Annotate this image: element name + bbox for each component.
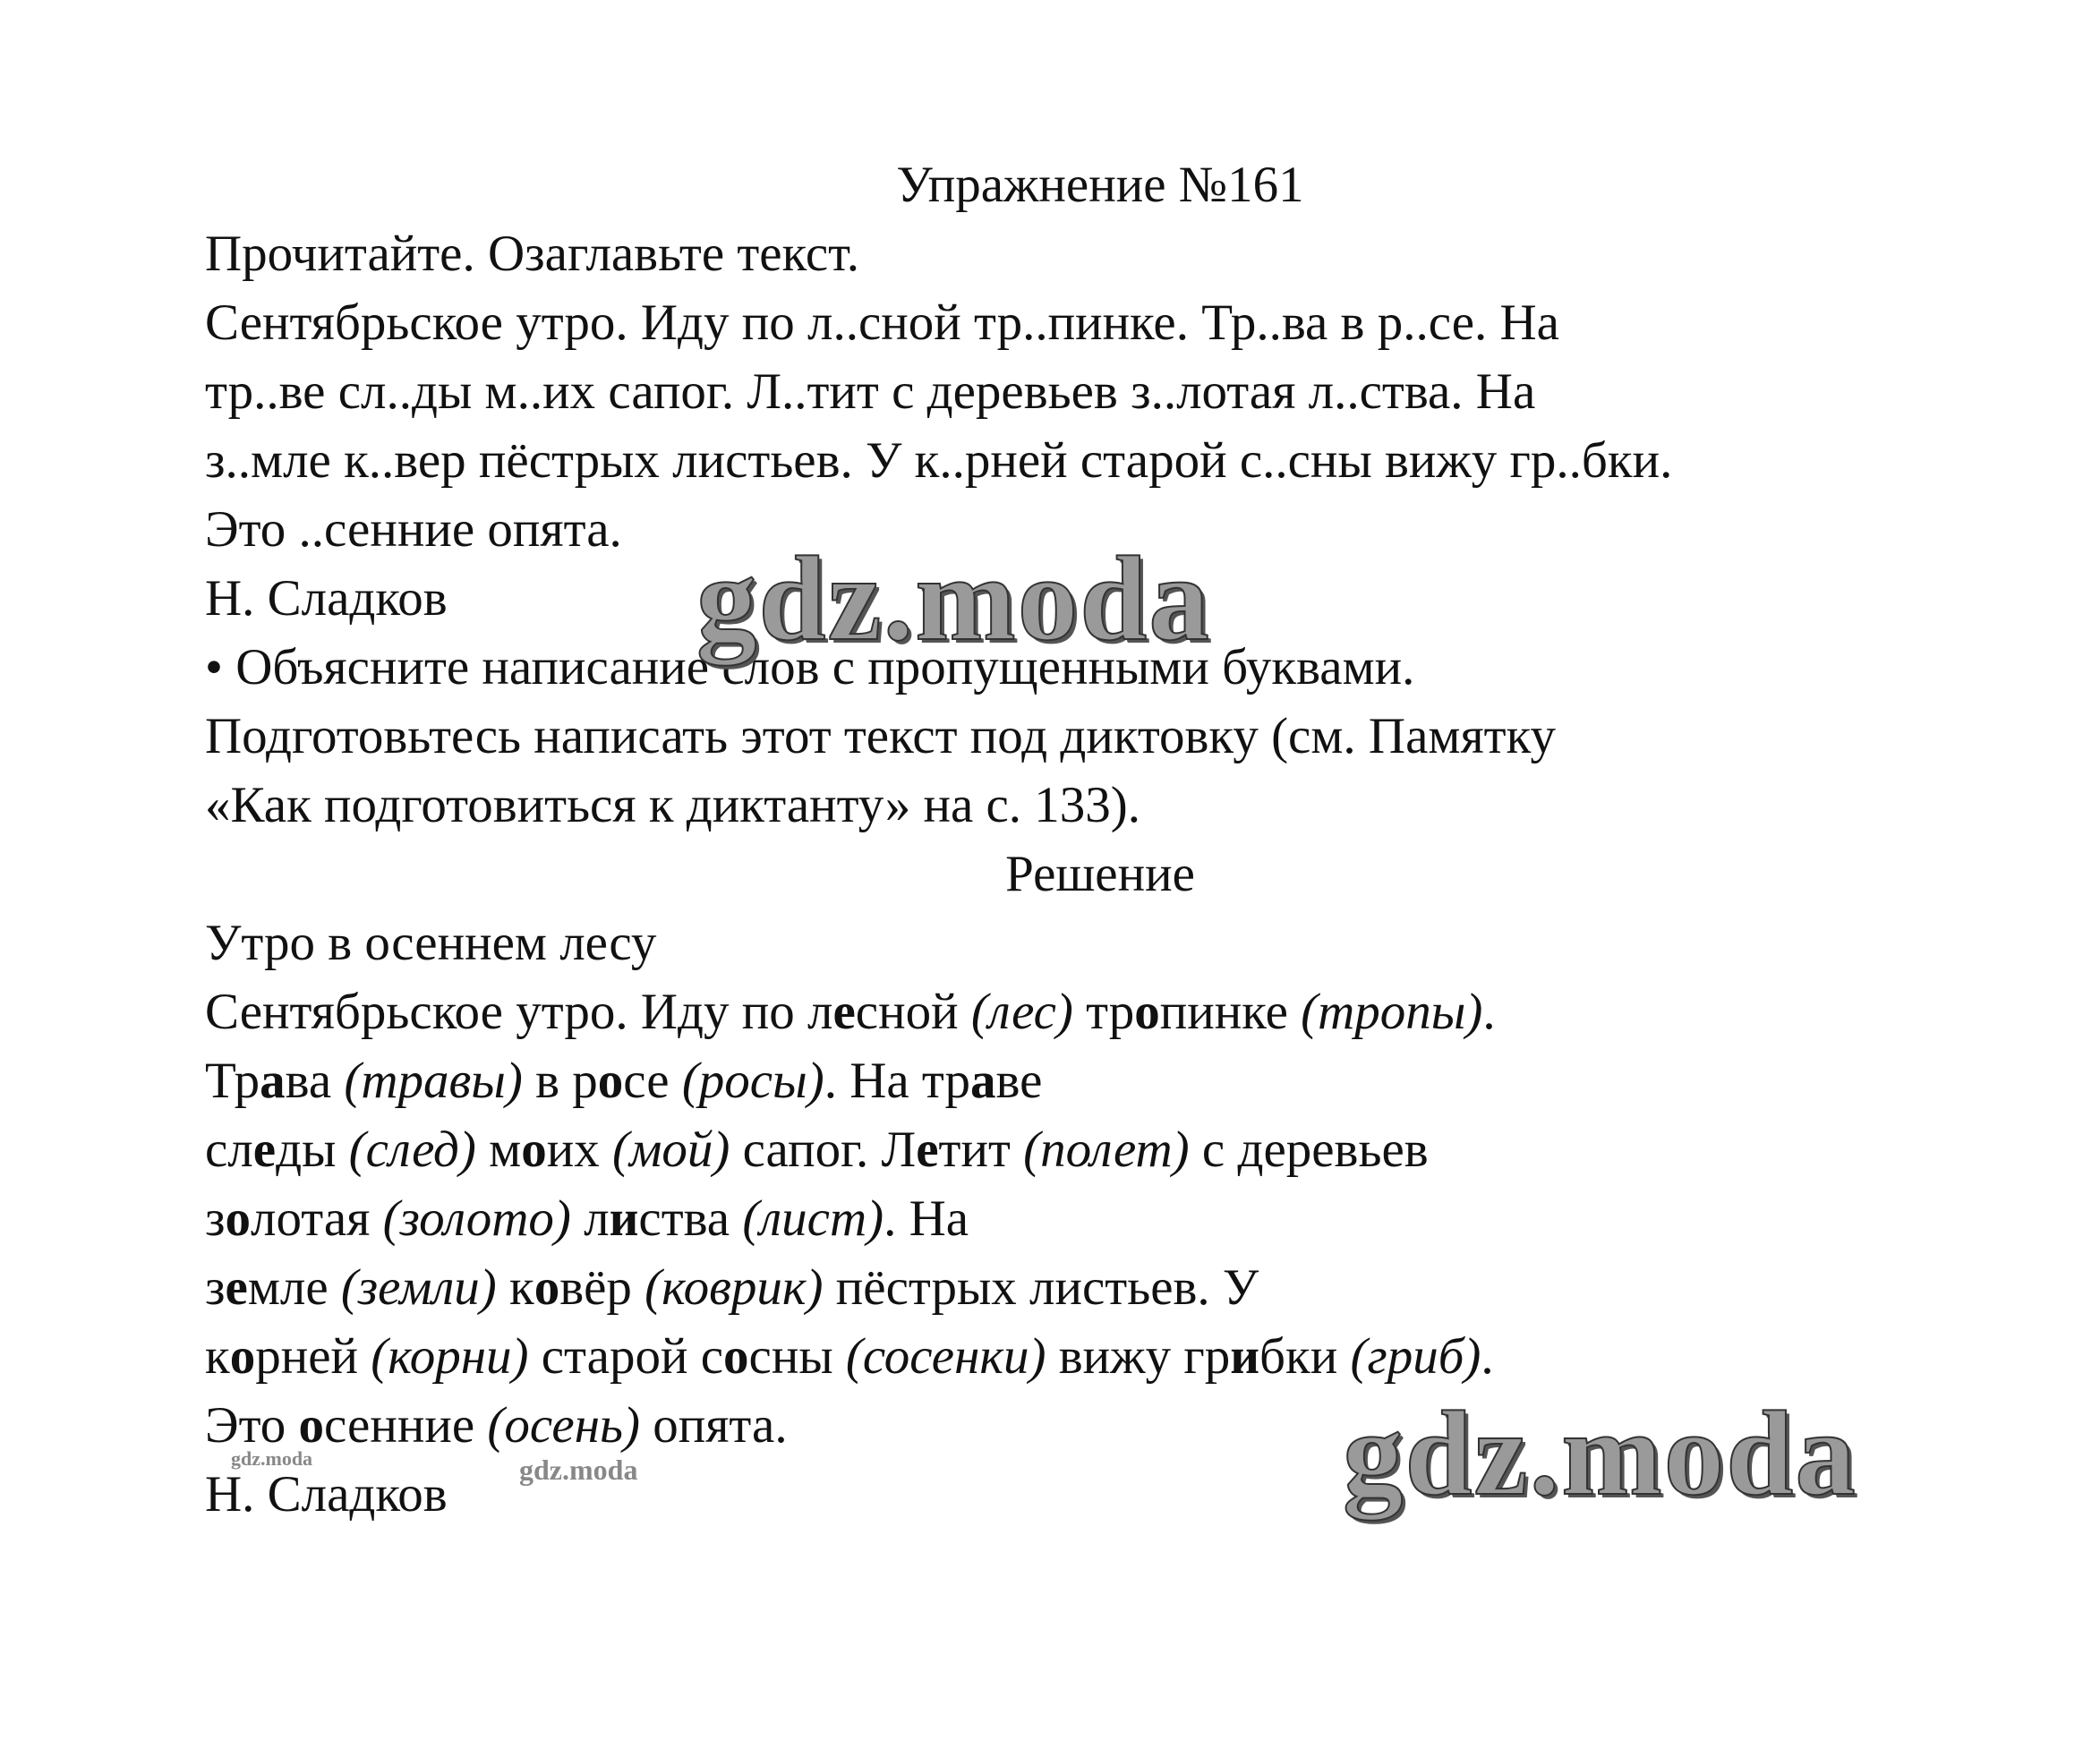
highlighted-vowel: а bbox=[260, 1053, 286, 1109]
solution-line bbox=[205, 1046, 1042, 1115]
check-word: (осень) bbox=[487, 1397, 640, 1454]
task-extra-line: «Как подготовиться к диктанту» на с. 133). bbox=[205, 777, 1141, 833]
solution-line bbox=[205, 1322, 1494, 1391]
text-segment: Тр bbox=[205, 1053, 260, 1109]
task-text-line: Сентябрьское утро. Иду по л..сной тр..пинке. Тр..ва в р..се. На bbox=[205, 294, 1559, 351]
watermark-logo: gdz.moda bbox=[1343, 1387, 1857, 1521]
task-extra-line: Подготовьтесь написать этот текст под диктовку (см. Памятку bbox=[205, 708, 1556, 764]
text-segment: старой с bbox=[528, 1328, 724, 1385]
text-segment: лотая bbox=[251, 1190, 383, 1247]
task-text-line: тр..ве сл..ды м..их сапог. Л..тит с деревьев з..лотая л..ства. На bbox=[205, 363, 1536, 420]
solution-line bbox=[205, 1253, 1259, 1322]
text-segment: . bbox=[1482, 984, 1496, 1040]
text-segment: м bbox=[475, 1122, 522, 1178]
check-word: (росы) bbox=[681, 1053, 824, 1109]
text-segment: . bbox=[1481, 1328, 1494, 1385]
text-segment: Сентябрьское утро. Иду по л bbox=[205, 984, 833, 1040]
text-segment: сной bbox=[855, 984, 971, 1040]
highlighted-vowel: и bbox=[609, 1190, 639, 1247]
text-segment: л bbox=[570, 1190, 610, 1247]
highlighted-vowel: е bbox=[252, 1122, 277, 1178]
check-word: (тропы) bbox=[1301, 984, 1483, 1040]
text-segment: сл bbox=[205, 1122, 253, 1178]
check-word: (корни) bbox=[371, 1328, 529, 1385]
check-word: (мой) bbox=[611, 1122, 730, 1178]
text-segment: вижу гр bbox=[1046, 1328, 1231, 1385]
check-word: (лес) bbox=[970, 984, 1073, 1040]
text-segment: ва bbox=[285, 1053, 345, 1109]
highlighted-vowel: о bbox=[1134, 984, 1160, 1040]
highlighted-vowel: е bbox=[916, 1122, 939, 1178]
check-word: (полет) bbox=[1023, 1122, 1190, 1178]
check-word: (лист) bbox=[742, 1190, 884, 1247]
text-segment: мле bbox=[247, 1259, 341, 1316]
text-segment: в р bbox=[522, 1053, 598, 1109]
text-segment: их bbox=[546, 1122, 612, 1178]
task-author: Н. Сладков bbox=[205, 570, 448, 627]
solution-line bbox=[205, 977, 1496, 1046]
text-segment: к bbox=[205, 1328, 230, 1385]
solution-title: Утро в осеннем лесу bbox=[205, 915, 657, 971]
text-segment: сенние bbox=[324, 1397, 488, 1454]
text-segment: ства bbox=[638, 1190, 743, 1247]
text-segment: сны bbox=[748, 1328, 846, 1385]
highlighted-vowel: о bbox=[723, 1328, 749, 1385]
check-word: (след) bbox=[348, 1122, 476, 1178]
text-segment: з bbox=[205, 1190, 226, 1247]
highlighted-vowel: е bbox=[832, 984, 856, 1040]
text-segment: тит bbox=[938, 1122, 1024, 1178]
check-word: (травы) bbox=[344, 1053, 523, 1109]
text-segment: бки bbox=[1259, 1328, 1351, 1385]
text-segment: опята. bbox=[639, 1397, 788, 1454]
text-segment: тр bbox=[1072, 984, 1135, 1040]
check-word: (золото) bbox=[382, 1190, 571, 1247]
watermark-small: gdz.moda bbox=[231, 1447, 313, 1470]
task-text-line: Это ..сенние опята. bbox=[205, 501, 622, 558]
highlighted-vowel: о bbox=[521, 1122, 547, 1178]
highlighted-vowel: о bbox=[597, 1053, 624, 1109]
check-word: (сосенки) bbox=[845, 1328, 1046, 1385]
text-segment: Это bbox=[205, 1397, 299, 1454]
text-segment: с деревьев bbox=[1189, 1122, 1429, 1178]
text-segment: се bbox=[623, 1053, 682, 1109]
check-word: (земли) bbox=[340, 1259, 497, 1316]
text-segment: . На тр bbox=[824, 1053, 971, 1109]
text-segment: к bbox=[496, 1259, 534, 1316]
solution-author: Н. Сладков bbox=[205, 1466, 448, 1522]
highlighted-vowel: о bbox=[298, 1397, 325, 1454]
watermark-logo: gdz.moda bbox=[696, 533, 1211, 666]
text-segment: ды bbox=[276, 1122, 349, 1178]
highlighted-vowel: и bbox=[1230, 1328, 1260, 1385]
text-segment: пинке bbox=[1159, 984, 1302, 1040]
text-segment: рней bbox=[255, 1328, 371, 1385]
check-word: (гриб) bbox=[1350, 1328, 1481, 1385]
highlighted-vowel: о bbox=[534, 1259, 560, 1316]
solution-heading: Решение bbox=[1005, 846, 1195, 902]
highlighted-vowel: о bbox=[225, 1190, 252, 1247]
task-instruction: Прочитайте. Озаглавьте текст. bbox=[205, 226, 860, 282]
highlighted-vowel: о bbox=[229, 1328, 256, 1385]
watermark-small: gdz.moda bbox=[519, 1454, 638, 1486]
highlighted-vowel: е bbox=[225, 1259, 248, 1316]
solution-line bbox=[205, 1184, 969, 1253]
solution-line bbox=[205, 1115, 1429, 1184]
task-extra-line: • Объясните написание слов с пропущенными буквами. bbox=[205, 639, 1415, 695]
task-text-line: з..мле к..вер пёстрых листьев. У к..рней старой с..сны вижу гр..бки. bbox=[205, 432, 1673, 489]
exercise-title: Упражнение №161 bbox=[896, 157, 1304, 213]
text-segment: вёр bbox=[559, 1259, 645, 1316]
text-segment: сапог. Л bbox=[730, 1122, 917, 1178]
text-segment: ве bbox=[995, 1053, 1043, 1109]
text-segment: з bbox=[205, 1259, 226, 1316]
check-word: (коврик) bbox=[645, 1259, 824, 1316]
text-segment: . На bbox=[884, 1190, 969, 1247]
highlighted-vowel: а bbox=[970, 1053, 996, 1109]
text-segment: пёстрых листьев. У bbox=[823, 1259, 1259, 1316]
